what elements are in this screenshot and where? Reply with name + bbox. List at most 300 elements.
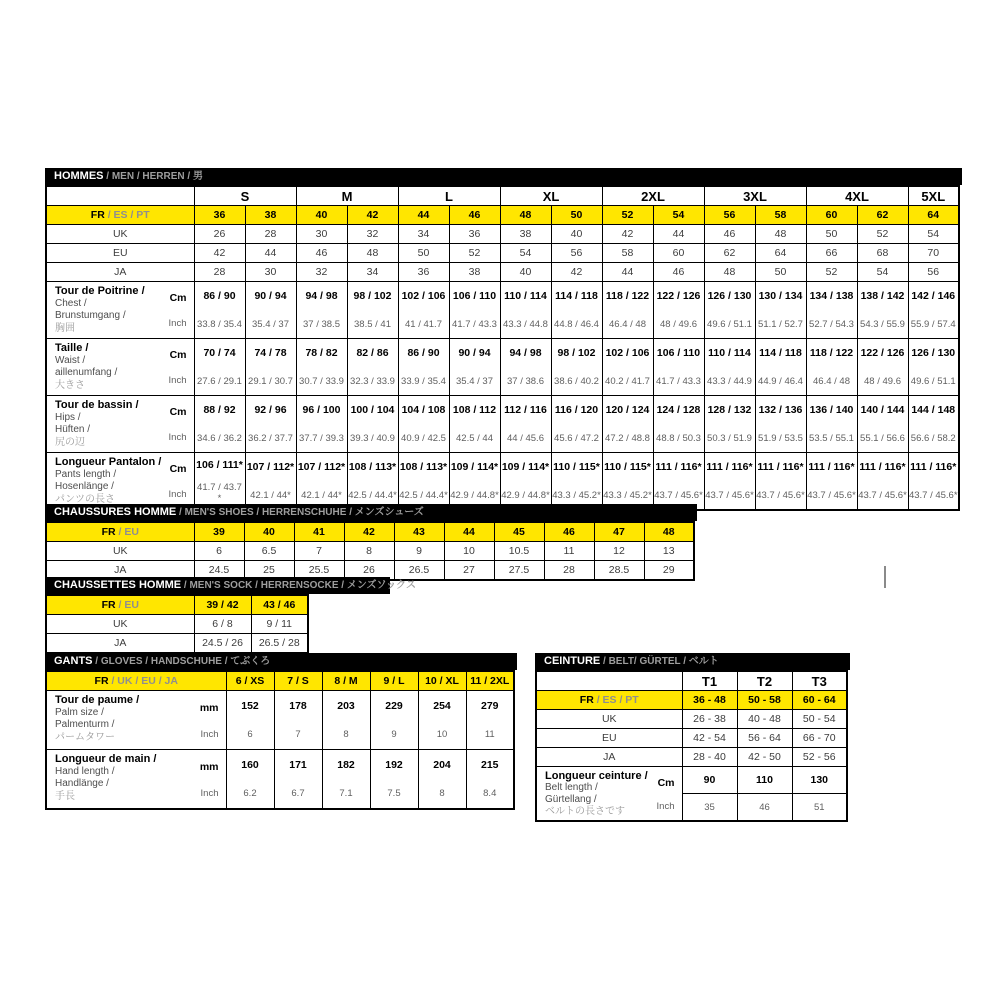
- value-secondary: 43.7 / 45.6*: [654, 489, 703, 501]
- value-pair: [227, 691, 274, 749]
- value-pair: [195, 396, 245, 452]
- value-cell: 26.5 / 28: [251, 634, 308, 654]
- value-pair: [450, 282, 500, 338]
- value-cell: [908, 453, 959, 511]
- row-label: JA: [46, 634, 194, 654]
- value-cell: 38: [500, 225, 551, 244]
- value-primary: 106 / 110: [452, 290, 497, 303]
- value-pair: [450, 339, 500, 395]
- value-pair: [348, 396, 398, 452]
- value-primary: 92 / 96: [254, 404, 287, 417]
- value-primary: 108 / 113*: [348, 461, 397, 474]
- value-primary: 192: [385, 758, 403, 771]
- value-cell: 26: [194, 225, 245, 244]
- unit-secondary: Inch: [168, 375, 187, 386]
- value-pair: [909, 396, 959, 452]
- value-primary: 98 / 102: [353, 290, 392, 303]
- value-pair: [858, 339, 908, 395]
- value-secondary: 8.4: [483, 788, 497, 800]
- value-secondary: 27.6 / 29.1: [197, 375, 242, 387]
- value-cell: 34: [398, 225, 449, 244]
- row-label-rest: / EU: [115, 599, 139, 611]
- value-cell: 41: [294, 522, 344, 542]
- value-pair: [603, 453, 653, 509]
- value-cell: 50: [755, 263, 806, 282]
- value-cell: [857, 396, 908, 453]
- value-pair: [297, 453, 347, 509]
- value-cell: 110: [737, 767, 792, 794]
- value-secondary: 43.7 / 45.6*: [908, 489, 958, 501]
- value-pair: [654, 282, 704, 338]
- value-cell: [857, 339, 908, 396]
- row-label: UK: [46, 542, 194, 561]
- value-pair: [756, 282, 806, 338]
- value-cell: 8 / M: [322, 671, 370, 691]
- value-cell: [418, 750, 466, 810]
- value-cell: 48: [644, 522, 694, 542]
- row-label: [46, 206, 194, 225]
- value-primary: 111 / 116*: [859, 461, 906, 474]
- value-cell: [602, 339, 653, 396]
- shoes-table-header-bar: [45, 504, 697, 521]
- measure-label-lines: [545, 771, 648, 818]
- value-cell: [245, 282, 296, 339]
- measure-label: [47, 453, 194, 509]
- row-label: [46, 282, 194, 339]
- value-secondary: 7.1: [339, 788, 353, 800]
- value-cell: 40 - 48: [737, 710, 792, 729]
- value-secondary: 54.3 / 55.9: [860, 318, 905, 330]
- size-group-T1: T1: [682, 671, 737, 691]
- value-cell: 28: [194, 263, 245, 282]
- value-cell: [857, 282, 908, 339]
- value-pair: [552, 453, 602, 509]
- value-cell: [551, 339, 602, 396]
- shoes-row-uk: [46, 542, 694, 561]
- value-cell: [908, 339, 959, 396]
- gloves-row-hand: [46, 750, 514, 810]
- value-pair: [654, 453, 704, 509]
- measure-label-line: aillenumfang /: [55, 367, 118, 378]
- value-cell: [194, 453, 245, 511]
- value-cell: [347, 396, 398, 453]
- row-label: JA: [46, 263, 194, 282]
- value-secondary: 37 / 38.5: [303, 318, 340, 330]
- value-secondary: 11: [484, 729, 495, 741]
- measure-label-lines: [55, 399, 139, 450]
- value-secondary: 48 / 49.6: [864, 375, 901, 387]
- value-cell: 60: [653, 244, 704, 263]
- measure-label-line: Hosenlänge /: [55, 481, 114, 492]
- value-primary: 204: [433, 758, 451, 771]
- measure-label-line: Hips /: [55, 411, 81, 423]
- measure-label-line: Handlänge /: [55, 778, 109, 789]
- value-secondary: 48 / 49.6: [660, 318, 697, 330]
- measure-label-line: Palm size /: [55, 706, 104, 718]
- value-cell: 25.5: [294, 561, 344, 581]
- measure-label-line: 手長: [55, 790, 75, 802]
- measure-label-line: Palmenturm /: [55, 719, 115, 730]
- value-cell: 42: [551, 263, 602, 282]
- value-cell: [194, 282, 245, 339]
- value-cell: 34: [347, 263, 398, 282]
- men-grid: [45, 185, 960, 511]
- value-secondary: 41.7 / 43.7 *: [197, 481, 242, 504]
- value-primary: 122 / 126: [860, 347, 905, 360]
- value-cell: 58: [755, 206, 806, 225]
- value-pair: [297, 396, 347, 452]
- value-secondary: 53.5 / 55.1: [809, 432, 854, 444]
- value-primary: 94 / 98: [509, 347, 542, 360]
- value-primary: 128 / 132: [707, 404, 752, 417]
- value-primary: 108 / 113*: [399, 461, 448, 474]
- value-secondary: 32.3 / 33.9: [350, 375, 395, 387]
- value-primary: 110 / 114: [708, 347, 751, 360]
- value-pair: [552, 282, 602, 338]
- men-row-chest: [46, 282, 959, 339]
- value-primary: 130 / 134: [758, 290, 803, 303]
- value-cell: 39 / 42: [194, 595, 251, 615]
- value-secondary: 51.9 / 53.5: [758, 432, 803, 444]
- gloves-table-container: [45, 670, 517, 810]
- value-secondary: 40.2 / 41.7: [605, 375, 650, 387]
- socks-row-uk: [46, 615, 308, 634]
- value-cell: 24.5: [194, 561, 244, 581]
- value-cell: [551, 396, 602, 453]
- shoes-table-container: [45, 521, 697, 581]
- belt-row-uk: [536, 710, 847, 729]
- value-primary: 215: [480, 758, 499, 771]
- value-primary: 111 / 116*: [706, 461, 753, 474]
- value-pair: [807, 282, 857, 338]
- value-cell: 54: [908, 225, 959, 244]
- value-cell: [551, 282, 602, 339]
- value-cell: 29: [644, 561, 694, 581]
- value-cell: 62: [704, 244, 755, 263]
- belt-row-belt-length-primary: [536, 767, 847, 794]
- value-pair: [705, 453, 755, 509]
- value-primary: 70 / 74: [203, 347, 236, 360]
- value-cell: [755, 453, 806, 511]
- measure-label-line: パンツの長さ: [55, 493, 115, 505]
- value-pair: [450, 396, 500, 452]
- value-primary: 114 / 118: [759, 347, 802, 360]
- value-secondary: 44 / 45.6: [507, 432, 544, 444]
- value-cell: 36 - 48: [682, 691, 737, 710]
- value-primary: 118 / 122: [809, 347, 854, 360]
- value-cell: [322, 691, 370, 750]
- measure-units: [200, 694, 219, 747]
- value-secondary: 37.7 / 39.3: [299, 432, 344, 444]
- value-cell: 11: [544, 542, 594, 561]
- row-label: [46, 522, 194, 542]
- value-cell: [466, 750, 514, 810]
- value-cell: [551, 453, 602, 511]
- value-cell: [274, 691, 322, 750]
- value-cell: [806, 453, 857, 511]
- row-label: [46, 453, 194, 511]
- value-cell: 58: [602, 244, 653, 263]
- value-secondary: 44.8 / 46.4: [554, 318, 599, 330]
- value-pair: [467, 750, 514, 808]
- measure-label-line: ベルトの長さです: [545, 805, 625, 817]
- value-cell: 52: [602, 206, 653, 225]
- measure-label-lines: [55, 753, 156, 806]
- measure-label: [537, 768, 682, 820]
- belt-row-ja: [536, 748, 847, 767]
- value-cell: [347, 453, 398, 511]
- measure-label-title: Tour de paume /: [55, 694, 140, 706]
- value-secondary: 9: [391, 729, 397, 741]
- value-primary: 107 / 112*: [297, 461, 346, 474]
- value-primary: 111 / 116*: [655, 461, 702, 474]
- value-cell: 35: [682, 794, 737, 822]
- value-cell: [653, 339, 704, 396]
- row-label-rest: / ES / PT: [593, 694, 639, 706]
- value-secondary: 35.4 / 37: [252, 318, 289, 330]
- value-cell: 56: [704, 206, 755, 225]
- gloves-grid: [45, 670, 515, 810]
- value-primary: 102 / 106: [605, 347, 650, 360]
- value-cell: 44: [444, 522, 494, 542]
- value-cell: 24.5 / 26: [194, 634, 251, 654]
- value-pair: [705, 339, 755, 395]
- value-cell: 26: [344, 561, 394, 581]
- value-cell: [653, 282, 704, 339]
- measure-units: [169, 399, 187, 450]
- value-primary: 108 / 112: [452, 404, 497, 417]
- value-cell: [602, 282, 653, 339]
- value-primary: 144 / 148: [911, 404, 956, 417]
- value-cell: [449, 339, 500, 396]
- value-primary: 100 / 104: [350, 404, 395, 417]
- value-cell: [602, 453, 653, 511]
- value-cell: 48: [500, 206, 551, 225]
- value-secondary: 43.3 / 44.8: [503, 318, 548, 330]
- value-pair: [419, 691, 466, 749]
- value-pair: [399, 453, 449, 509]
- value-cell: 27: [444, 561, 494, 581]
- belt-grid: [535, 670, 848, 822]
- value-primary: 120 / 124: [605, 404, 650, 417]
- unit-secondary: Inch: [168, 318, 187, 329]
- value-cell: 30: [245, 263, 296, 282]
- value-cell: 64: [908, 206, 959, 225]
- value-pair: [195, 282, 245, 338]
- row-label-rest: / UK / EU / JA: [108, 675, 178, 687]
- unit-primary: Cm: [169, 349, 187, 361]
- value-pair: [705, 396, 755, 452]
- value-secondary: 42.1 / 44*: [301, 489, 342, 501]
- value-secondary: 41.7 / 43.3: [656, 375, 701, 387]
- value-cell: [296, 396, 347, 453]
- value-cell: [449, 453, 500, 511]
- value-cell: 13: [644, 542, 694, 561]
- value-cell: 9: [394, 542, 444, 561]
- measure-label-line: 胸囲: [55, 322, 75, 334]
- value-cell: 27.5: [494, 561, 544, 581]
- row-label-rest: / ES / PT: [104, 209, 150, 221]
- measure-label-line: Hüften /: [55, 424, 91, 435]
- value-pair: [909, 282, 959, 338]
- value-cell: [857, 453, 908, 511]
- value-primary: 178: [289, 699, 307, 712]
- value-cell: [908, 282, 959, 339]
- value-secondary: 38.6 / 40.2: [554, 375, 599, 387]
- value-pair: [501, 453, 551, 509]
- value-cell: 43: [394, 522, 444, 542]
- value-cell: 6: [194, 542, 244, 561]
- value-pair: [246, 339, 296, 395]
- men-table-container: [45, 185, 962, 511]
- value-cell: [500, 453, 551, 511]
- value-pair: [323, 691, 370, 749]
- value-primary: 111 / 116*: [910, 461, 957, 474]
- value-cell: 46: [704, 225, 755, 244]
- value-cell: [296, 339, 347, 396]
- value-secondary: 41.7 / 43.3: [452, 318, 497, 330]
- value-cell: [370, 691, 418, 750]
- value-secondary: 33.8 / 35.4: [197, 318, 242, 330]
- value-cell: [398, 339, 449, 396]
- unit-primary: Cm: [169, 406, 187, 418]
- value-primary: 152: [241, 699, 259, 712]
- value-secondary: 43.3 / 45.2*: [603, 489, 652, 501]
- value-cell: 6 / 8: [194, 615, 251, 634]
- value-cell: 70: [908, 244, 959, 263]
- value-secondary: 42.5 / 44: [456, 432, 493, 444]
- value-primary: 118 / 122: [605, 290, 650, 303]
- value-primary: 110 / 115*: [553, 461, 600, 474]
- value-cell: [908, 396, 959, 453]
- value-cell: 40: [244, 522, 294, 542]
- row-label: [46, 339, 194, 396]
- value-primary: 106 / 110: [656, 347, 701, 360]
- value-pair: [419, 750, 466, 808]
- value-secondary: 43.3 / 45.2*: [552, 489, 601, 501]
- value-pair: [275, 750, 322, 808]
- row-label: [46, 671, 226, 691]
- row-label: [46, 750, 226, 810]
- value-cell: 46: [296, 244, 347, 263]
- value-cell: 36: [398, 263, 449, 282]
- value-cell: [226, 750, 274, 810]
- value-pair: [501, 339, 551, 395]
- value-secondary: 43.7 / 45.6*: [705, 489, 754, 501]
- value-secondary: 43.3 / 44.9: [707, 375, 752, 387]
- value-cell: [194, 339, 245, 396]
- value-secondary: 35.4 / 37: [456, 375, 493, 387]
- value-primary: 109 / 114*: [450, 461, 499, 474]
- value-primary: 171: [289, 758, 307, 771]
- value-cell: 9 / L: [370, 671, 418, 691]
- value-cell: [806, 396, 857, 453]
- value-cell: 130: [792, 767, 847, 794]
- gloves-row-fr-uk-eu-ja: [46, 671, 514, 691]
- men-row-hips: [46, 396, 959, 453]
- value-cell: [704, 453, 755, 511]
- value-pair: [348, 282, 398, 338]
- value-secondary: 42.9 / 44.8*: [501, 489, 550, 501]
- men-row-fr-es-pt: [46, 206, 959, 225]
- measure-units: [169, 456, 187, 507]
- socks-table-title: CHAUSSETTES HOMME: [54, 579, 182, 591]
- value-cell: 10 / XL: [418, 671, 466, 691]
- value-cell: 30: [296, 225, 347, 244]
- value-cell: [370, 750, 418, 810]
- value-secondary: 8: [439, 788, 445, 800]
- value-cell: [755, 339, 806, 396]
- row-label: EU: [46, 244, 194, 263]
- measure-units: [169, 285, 187, 336]
- belt-table-container: [535, 670, 850, 822]
- men-row-ja: [46, 263, 959, 282]
- value-cell: [653, 396, 704, 453]
- value-cell: [500, 396, 551, 453]
- value-cell: [296, 282, 347, 339]
- value-cell: 42: [602, 225, 653, 244]
- value-secondary: 42.1 / 44*: [250, 489, 291, 501]
- value-cell: 25: [244, 561, 294, 581]
- men-table-header-bar: [45, 168, 962, 185]
- value-cell: [347, 339, 398, 396]
- unit-secondary: Inch: [200, 787, 219, 799]
- value-pair: [450, 453, 500, 509]
- value-cell: 56 - 64: [737, 729, 792, 748]
- value-cell: 54: [500, 244, 551, 263]
- value-primary: 229: [385, 699, 403, 712]
- value-cell: [398, 282, 449, 339]
- value-pair: [807, 339, 857, 395]
- value-cell: 46: [737, 794, 792, 822]
- measure-label: [47, 750, 226, 808]
- value-cell: 48: [704, 263, 755, 282]
- value-primary: 94 / 98: [305, 290, 338, 303]
- value-cell: [194, 396, 245, 453]
- value-secondary: 29.1 / 30.7: [248, 375, 293, 387]
- value-primary: 74 / 78: [254, 347, 287, 360]
- value-cell: 44: [398, 206, 449, 225]
- row-label: EU: [536, 729, 682, 748]
- value-cell: 64: [755, 244, 806, 263]
- row-label: [536, 691, 682, 710]
- measure-label-title: Taille /: [55, 342, 89, 354]
- value-primary: 107 / 112*: [246, 461, 295, 474]
- value-cell: [398, 453, 449, 511]
- value-cell: 44: [653, 225, 704, 244]
- value-cell: [704, 396, 755, 453]
- value-secondary: 50.3 / 51.9: [707, 432, 752, 444]
- size-group-4XL: 4XL: [806, 186, 908, 206]
- measure-label: [47, 282, 194, 338]
- value-primary: 138 / 142: [860, 290, 905, 303]
- value-secondary: 44.9 / 46.4: [758, 375, 803, 387]
- value-cell: [347, 282, 398, 339]
- value-pair: [348, 339, 398, 395]
- value-cell: 10.5: [494, 542, 544, 561]
- row-label: [46, 691, 226, 750]
- value-primary: 96 / 100: [302, 404, 341, 417]
- measure-units: [169, 342, 187, 393]
- unit-secondary: Inch: [168, 489, 187, 500]
- value-secondary: 42.5 / 44.4*: [399, 489, 448, 501]
- value-pair: [246, 282, 296, 338]
- value-pair: [807, 453, 857, 509]
- men-row-waist: [46, 339, 959, 396]
- value-pair: [858, 396, 908, 452]
- value-primary: 132 / 136: [758, 404, 803, 417]
- value-secondary: 51.1 / 52.7: [758, 318, 803, 330]
